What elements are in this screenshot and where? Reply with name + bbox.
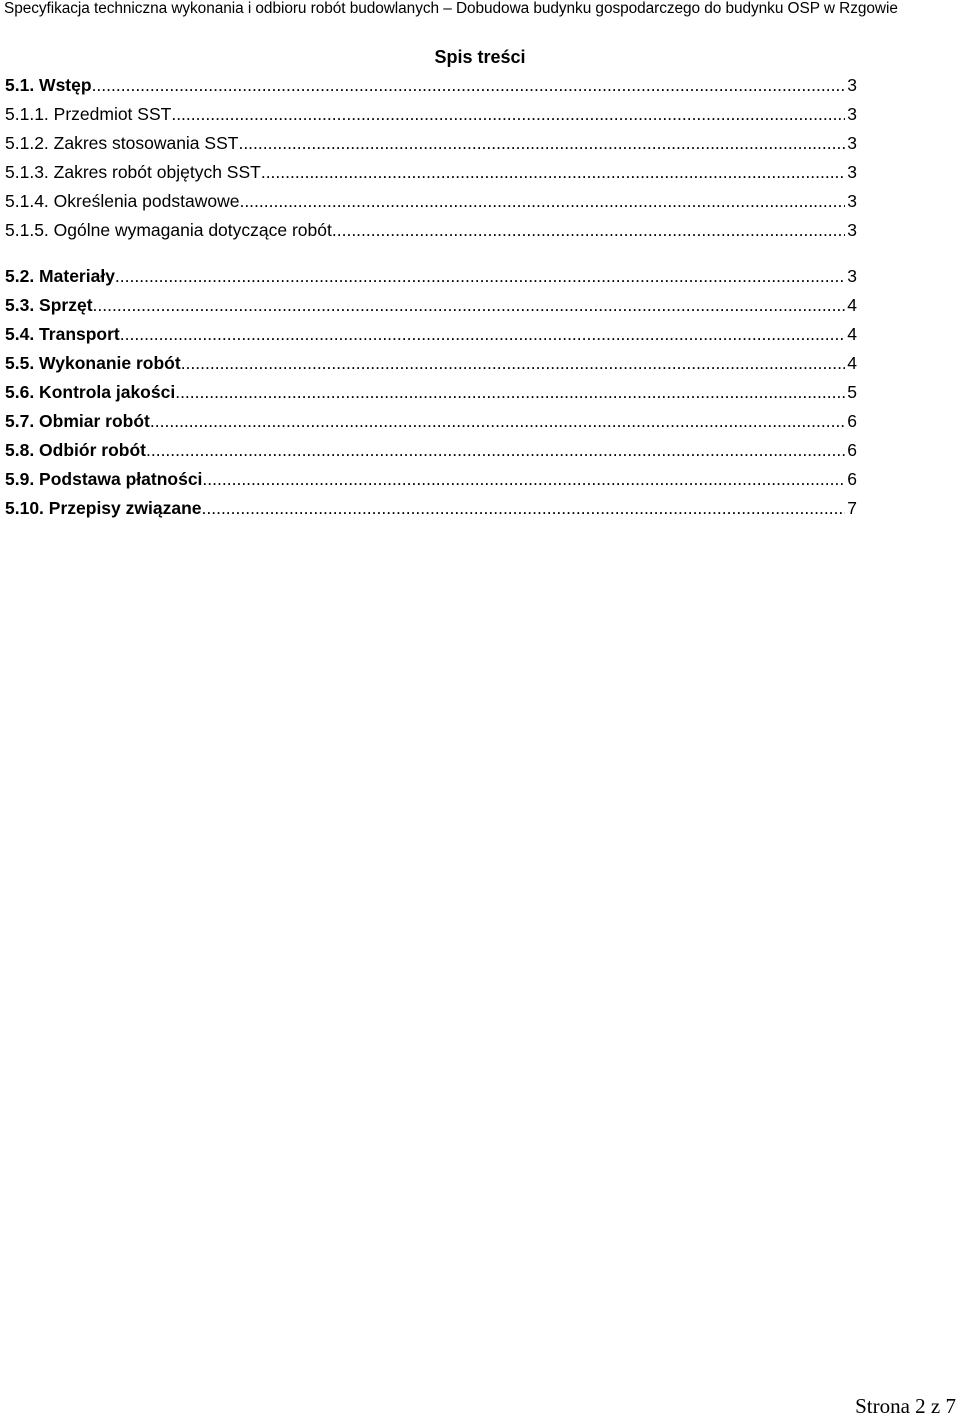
toc-entry-page: 4 [847,295,857,315]
toc-entry[interactable] [5,439,857,461]
toc-leader-dots [202,468,845,490]
toc-entry[interactable] [5,74,857,96]
toc-entry-page: 3 [847,133,857,153]
toc-entry-page: 6 [847,411,857,431]
toc-entry[interactable] [5,294,857,316]
toc-leader-dots [181,352,846,374]
toc-entry-label: 5.7. Obmiar robót [5,411,150,431]
toc-entry-page: 3 [847,75,857,95]
toc-entry[interactable] [5,132,857,154]
toc-entry-label: 5.4. Transport [5,324,120,344]
toc-entry-label: 5.1.2. Zakres stosowania SST [5,133,239,153]
toc-leader-dots [332,219,845,241]
toc-entry-page: 3 [847,104,857,124]
toc-entry[interactable] [5,468,857,490]
toc-entry-label: 5.8. Odbiór robót [5,440,146,460]
toc-entry[interactable] [5,497,857,519]
toc-leader-dots [115,265,845,287]
toc-entry-label: 5.3. Sprzęt [5,295,93,315]
toc-entry-label: 5.10. Przepisy związane [5,498,202,518]
toc-entry-page: 4 [847,324,857,344]
toc-title: Spis treści [434,47,526,67]
toc-entry[interactable] [5,190,857,212]
toc-entry-label: 5.9. Podstawa płatności [5,469,203,489]
toc-entry[interactable] [5,219,857,241]
toc-entry-label: 5.1.3. Zakres robót objętych SST [5,162,261,182]
toc-entry-page: 6 [847,440,857,460]
toc-entry[interactable] [5,103,857,125]
toc-entry-page: 3 [847,191,857,211]
table-of-contents [5,74,857,526]
toc-entry[interactable] [5,323,857,345]
toc-leader-dots [175,381,845,403]
toc-entry-page: 5 [847,382,857,402]
toc-entry-page: 6 [847,469,857,489]
toc-leader-dots [202,497,846,519]
toc-entry-label: 5.1.4. Określenia podstawowe [5,191,240,211]
toc-entry-label: 5.1.1. Przedmiot SST [5,104,172,124]
toc-entry[interactable] [5,161,857,183]
toc-leader-dots [171,103,845,125]
toc-entry-label: 5.2. Materiały [5,266,115,286]
toc-entry-page: 4 [847,353,857,373]
toc-entry-page: 3 [847,220,857,240]
toc-leader-dots [238,132,845,154]
toc-leader-dots [120,323,846,345]
page-number-footer: Strona 2 z 7 [855,1394,956,1418]
toc-entry-page: 3 [847,162,857,182]
toc-entry[interactable] [5,410,857,432]
toc-leader-dots [146,439,845,461]
toc-leader-dots [92,74,846,96]
toc-entry-page: 3 [847,266,857,286]
toc-leader-dots [239,190,845,212]
toc-leader-dots [261,161,845,183]
toc-entry[interactable] [5,352,857,374]
page-header: Specyfikacja techniczna wykonania i odbioru robót budowlanych – Dobudowa budynku gospodarczego do budynku OSP w Rzgowie [4,0,898,17]
toc-entry-label: 5.1.5. Ogólne wymagania dotyczące robót [5,220,332,240]
toc-leader-dots [150,410,845,432]
toc-entry-label: 5.6. Kontrola jakości [5,382,176,402]
toc-entry[interactable] [5,265,857,287]
toc-leader-dots [93,294,846,316]
toc-entry-page: 7 [847,498,857,518]
toc-entry[interactable] [5,381,857,403]
toc-entry-label: 5.1. Wstęp [5,75,92,95]
toc-entry-label: 5.5. Wykonanie robót [5,353,181,373]
